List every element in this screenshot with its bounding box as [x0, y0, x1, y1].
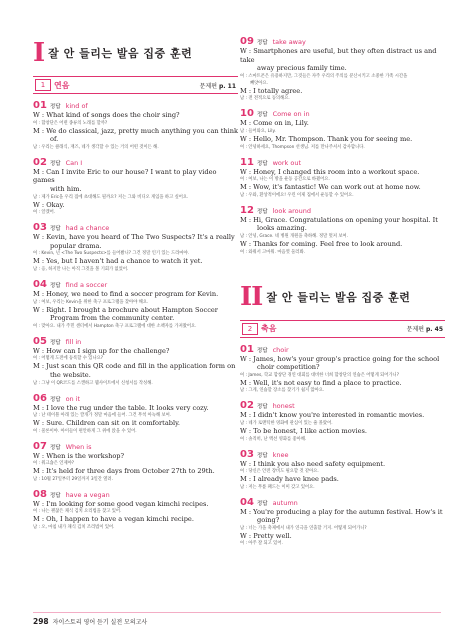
problem-page-reference [407, 324, 443, 333]
dialogue-line-english: W : Kevin, have you heard of The Two Suspects? It's a really [33, 233, 235, 242]
dialogue-line-korean: 여 : 나는 괜찮은 채식 김치 요리법을 찾고 있어. [33, 509, 122, 515]
item-heading [33, 279, 238, 290]
dialogue-line-korean: 남 : 안녕, Grace. 네 병원 개원을 축하해. 정말 멋져 보여. [240, 233, 349, 239]
answer-tag: 정답 [49, 104, 61, 110]
problem-page-reference [200, 81, 236, 90]
dialogue-line-english: M : I didn't know you're interested in romantic movies. [240, 411, 425, 420]
item-heading [240, 344, 445, 355]
question-number: 02 [33, 156, 47, 168]
dialogue-line-english: M : Oh, I happen to have a vegan kimchi recipe. [33, 515, 194, 524]
ref-page: p. 11 [218, 82, 236, 90]
subsection-number-badge: 1 [35, 79, 51, 91]
answer-item [33, 441, 238, 483]
dialogue-line-english: W : To be honest, I like action movies. [240, 426, 367, 435]
answer-tag: 정답 [49, 226, 61, 233]
answer-tag: 정답 [49, 492, 61, 499]
dialogue-line-english: M : Wow, it's fantastic! We can work out at home now. [240, 183, 421, 192]
answer-tag: 정답 [256, 160, 268, 167]
item-heading [33, 100, 238, 111]
ref-page: p. 45 [425, 326, 443, 334]
dialogue-line-english: Program from the community center. [50, 314, 175, 323]
dialogue-line-english: popular drama. [50, 241, 102, 250]
dialogue-line-english: M : I love the rug under the table. It looks very cozy. [33, 403, 209, 412]
question-number: 07 [33, 440, 47, 452]
dialogue-line-english: M : Can I invite Eric to our house? I want to play video games [33, 167, 217, 185]
dialogue-line-korean: 남 : 오, 마침 내가 채식 김치 조리법이 있어. [33, 525, 115, 531]
dialogue-line-english: M : Yes, but I haven't had a chance to watch it yet. [33, 257, 203, 266]
answer-item [240, 108, 445, 150]
answer-item [33, 489, 238, 531]
dialogue-line-english: W : What kind of songs does the choir sing? [33, 111, 180, 119]
answer-tag: 정답 [256, 208, 268, 215]
dialogue-line-english: W : Sure. Children can sit on it comfortably. [33, 419, 181, 428]
question-number: 11 [240, 156, 254, 168]
item-list [240, 344, 445, 548]
item-heading [240, 36, 445, 47]
item-heading [33, 336, 238, 347]
answer-text: Come on in [272, 110, 310, 119]
dialogue-line-english: M : Well, it's not easy to find a place to practice. [240, 378, 402, 387]
answer-text: work out [272, 158, 302, 167]
dialogue-line-english: W : How can I sign up for the challenge? [33, 346, 170, 355]
footer-divider [33, 612, 441, 613]
answer-tag: 정답 [256, 500, 268, 507]
item-heading [33, 489, 238, 500]
dialogue-line-korean: 남 : 그냥 이 QR코드를 스캔하고 웹사이트에서 신청서를 작성해. [33, 380, 153, 386]
page-number: 298 [33, 617, 49, 626]
dialogue-line-korean: 여 : 와줘서 고마워. 마음껏 둘러봐. [240, 249, 305, 255]
dialogue-line-english: W : I'm looking for some good vegan kimchi recipes. [33, 499, 209, 508]
section-title: 잘 안 들리는 발음 집중 훈련 [266, 290, 411, 304]
dialogue-line-english: the website. [50, 370, 91, 379]
dialogue-line-korean: 남 : 우와, 환상적이에요! 우린 이제 집에서 운동할 수 있어요. [240, 192, 354, 198]
dialogue-line-english: M : You're producing a play for the autumn festival. How's it [240, 507, 443, 516]
answer-text: autumn [272, 498, 298, 507]
answer-item [240, 400, 445, 442]
item-heading [33, 222, 238, 233]
dialogue-line-korean: 남 : 우리는 클래식, 재즈, 네가 생각할 수 있는 거의 어떤 것이든 해. [33, 144, 159, 150]
answer-tag: 정답 [256, 112, 268, 119]
question-number: 05 [33, 335, 47, 347]
item-heading [240, 157, 445, 168]
answer-item [33, 157, 238, 216]
item-heading [240, 108, 445, 119]
left-column [33, 0, 238, 531]
answer-tag: 정답 [49, 444, 61, 451]
answer-text: knee [272, 450, 289, 459]
item-list-top [240, 36, 445, 256]
question-number: 12 [240, 204, 254, 216]
answer-tag: 정답 [256, 452, 268, 459]
dialogue-line-korean: 남 : 난 테이블 아래 있는 깔개가 정말 마음에 들어. 그건 무척 아늑해 보여. [33, 413, 172, 419]
subsection-title: 연음 [54, 80, 70, 90]
dialogue-line-korean: 여 : James, 학교 합창단 경연 대회를 대비한 너희 합창단의 연습은 어떻게 되어가니? [240, 372, 399, 378]
subsection-title: 축음 [261, 324, 277, 334]
section-heading-2 [240, 282, 445, 312]
answer-tag: 정답 [256, 347, 268, 354]
answer-text: have a vegan [65, 490, 110, 499]
answer-text: choir [272, 345, 289, 354]
dialogue-line-korean: 여 : 안녕하세요, Thompson 선생님. 저를 만나주셔서 감사합니다. [240, 144, 365, 150]
answer-item [33, 100, 238, 151]
dialogue-line-english: W : When is the workshop? [33, 451, 125, 460]
answer-item [240, 157, 445, 199]
dialogue-line-korean: 남 : 여보, 우리는 Kevin을 위한 축구 프로그램을 찾아야 해요. [33, 299, 149, 305]
answer-tag: 정답 [49, 396, 61, 403]
question-number: 01 [240, 343, 254, 355]
question-number: 04 [33, 278, 47, 290]
dialogue-line-korean: 남 : 10월 27일부터 29일까지 3일간 열려. [33, 476, 113, 482]
dialogue-line-english: with him. [50, 184, 82, 193]
question-number: 06 [33, 392, 47, 404]
answer-text: fill in [65, 337, 82, 346]
dialogue-line-english: M : I totally agree. [240, 86, 303, 95]
dialogue-line-korean: 여 : 여보, 나는 이 방을 운동 공간으로 바꿨어요. [240, 177, 330, 183]
item-heading [240, 400, 445, 411]
dialogue-line-korean: 빼앗아요. [250, 80, 268, 86]
dialogue-line-korean: 남 : 너는 가을 축제에서 내가 연극을 연출할 거지. 어떻게 되어가니? [240, 525, 367, 531]
dialogue-line-korean: 여 : 솔직히, 난 액션 영화를 좋아해. [240, 436, 307, 442]
dialogue-line-korean: 여 : 물론이야. 아이들이 편안하게 그 위에 앉을 수 있어. [33, 428, 137, 434]
subsection-heading [33, 76, 238, 94]
subsection-heading [240, 320, 445, 338]
item-heading [33, 393, 238, 404]
dialogue-line-korean: 남 : 들어와요, Lily. [240, 128, 276, 134]
dialogue-line-korean: 여 : 어떻게 도전에 등록할 수 있나요? [33, 356, 104, 362]
dialogue-line-korean: 남 : 그게, 연습할 장소를 찾기가 쉽지 않아요. [240, 388, 325, 394]
answer-item [240, 497, 445, 548]
answer-text: look around [272, 206, 312, 215]
section-heading-1 [33, 38, 238, 68]
answer-text: had a chance [65, 224, 110, 233]
dialogue-line-korean: 남 : 저는 무릎 패드는 이미 갖고 있어요. [240, 484, 315, 490]
answer-tag: 정답 [256, 404, 268, 411]
question-number: 02 [240, 400, 254, 412]
dialogue-line-korean: 여 : 워크숍은 언제야? [33, 461, 75, 467]
subsection-number-badge: 2 [242, 323, 258, 335]
question-number: 04 [240, 496, 254, 508]
answer-text: honest [272, 402, 295, 411]
answer-item [33, 222, 238, 273]
dialogue-line-korean: 여 : Kevin, 넌 <The Two Suspects>를 들어봤니? 그건 정말 인기 있는 드라마야. [33, 251, 190, 257]
question-number: 01 [33, 100, 47, 111]
answer-tag: 정답 [256, 40, 268, 46]
question-number: 09 [240, 36, 254, 47]
answer-item [33, 336, 238, 387]
page-footer [33, 617, 147, 626]
dialogue-line-english: M : I already have knee pads. [240, 475, 339, 484]
dialogue-line-english: W : Thanks for coming. Feel free to look around. [240, 239, 403, 248]
dialogue-line-korean: 여 : 당신은 안전 장비도 필요할 것 같아요. [240, 469, 319, 475]
dialogue-line-english: W : Okay. [33, 200, 65, 209]
answer-item [33, 393, 238, 435]
dialogue-line-english: of. [50, 135, 59, 144]
question-number: 10 [240, 108, 254, 120]
answer-item [240, 205, 445, 256]
book-title: 자이스토리 영어 듣기 실전 모의고사 [52, 619, 148, 626]
item-list [33, 100, 238, 531]
dialogue-line-english: W : Pretty well. [240, 531, 292, 540]
answer-item [33, 279, 238, 330]
section-title: 잘 안 들리는 발음 집중 훈련 [48, 47, 193, 60]
dialogue-line-english: W : James, how's your group's practice going for the school [240, 354, 440, 363]
dialogue-line-english: M : Honey, we need to find a soccer program for Kevin. [33, 289, 219, 298]
answer-tag: 정답 [49, 160, 61, 167]
dialogue-line-korean: 여 : 스마트폰은 유용하지만, 그것들은 자주 우리의 주의를 분산시키고 소중한 가족 시간을 [240, 73, 408, 79]
dialogue-line-korean: 여 : 알겠어. [33, 210, 56, 216]
answer-tag: 정답 [49, 339, 61, 346]
question-number: 03 [33, 222, 47, 234]
item-heading [240, 205, 445, 216]
item-heading [240, 449, 445, 460]
ref-label: 문제편 [199, 82, 218, 90]
dialogue-line-english: W : Honey, I changed this room into a workout space. [240, 167, 420, 176]
answer-item [240, 449, 445, 491]
answer-text: Can I [65, 158, 83, 167]
section-roman-numeral: II [240, 281, 263, 312]
dialogue-line-english: M : Hi, Grace. Congratulations on opening your hospital. It [240, 215, 438, 224]
dialogue-line-korean: 남 : 네가 로맨틱한 영화에 관심이 있는 줄 몰랐어. [240, 420, 333, 426]
question-number: 03 [240, 448, 254, 460]
item-heading [33, 441, 238, 452]
dialogue-line-english: choir competition? [257, 363, 320, 372]
answer-text: When is [65, 442, 92, 451]
dialogue-line-korean: 남 : 응, 하지만 나는 아직 그것을 볼 기회가 없었어. [33, 266, 129, 272]
answer-text: find a soccer [65, 280, 108, 289]
dialogue-line-korean: 여 : 합창단은 어떤 종류의 노래를 할까? [33, 120, 108, 126]
dialogue-line-english: going? [257, 516, 280, 525]
right-column [240, 0, 445, 547]
dialogue-line-english: M : We do classical, jazz, pretty much anything you can think [33, 126, 238, 135]
dialogue-line-korean: 여 : 맞아요. 내가 주민 센터에서 Hampton 축구 프로그램에 대한 소책자를 가져왔어요. [33, 323, 197, 329]
answer-tag: 정답 [49, 282, 61, 289]
dialogue-line-english: M : It's held for three days from October 27th to 29th. [33, 467, 215, 476]
dialogue-line-english: looks amazing. [257, 224, 307, 233]
answer-item [240, 344, 445, 395]
answer-text: kind of [65, 102, 88, 110]
dialogue-line-english: M : Just scan this QR code and fill in the application form on [33, 362, 236, 371]
item-heading [33, 157, 238, 168]
answer-item [240, 36, 445, 102]
dialogue-line-english: W : Right. I brought a brochure about Hampton Soccer [33, 305, 218, 314]
dialogue-line-english: W : Hello, Mr. Thompson. Thank you for seeing me. [240, 134, 413, 143]
section-roman-numeral: I [33, 38, 45, 68]
ref-label: 문제편 [406, 326, 425, 334]
item-heading [240, 497, 445, 508]
dialogue-line-english: W : Smartphones are useful, but they often distract us and take [240, 47, 437, 64]
dialogue-line-english: W : I think you also need safety equipment. [240, 459, 386, 468]
answer-text: take away [272, 38, 306, 46]
dialogue-line-korean: 남 : 제가 Eric을 우리 집에 초대해도 될까요? 저는 그와 비디오 게임을 하고 싶어요. [33, 194, 189, 200]
dialogue-line-english: M : Come on in, Lily. [240, 119, 309, 128]
dialogue-line-korean: 여 : 아주 잘 되고 있어. [240, 541, 283, 547]
answer-text: on it [65, 394, 81, 403]
dialogue-line-english: away precious family time. [257, 64, 347, 73]
dialogue-line-korean: 남 : 전 전적으로 동의해요. [240, 96, 290, 102]
question-number: 08 [33, 488, 47, 500]
